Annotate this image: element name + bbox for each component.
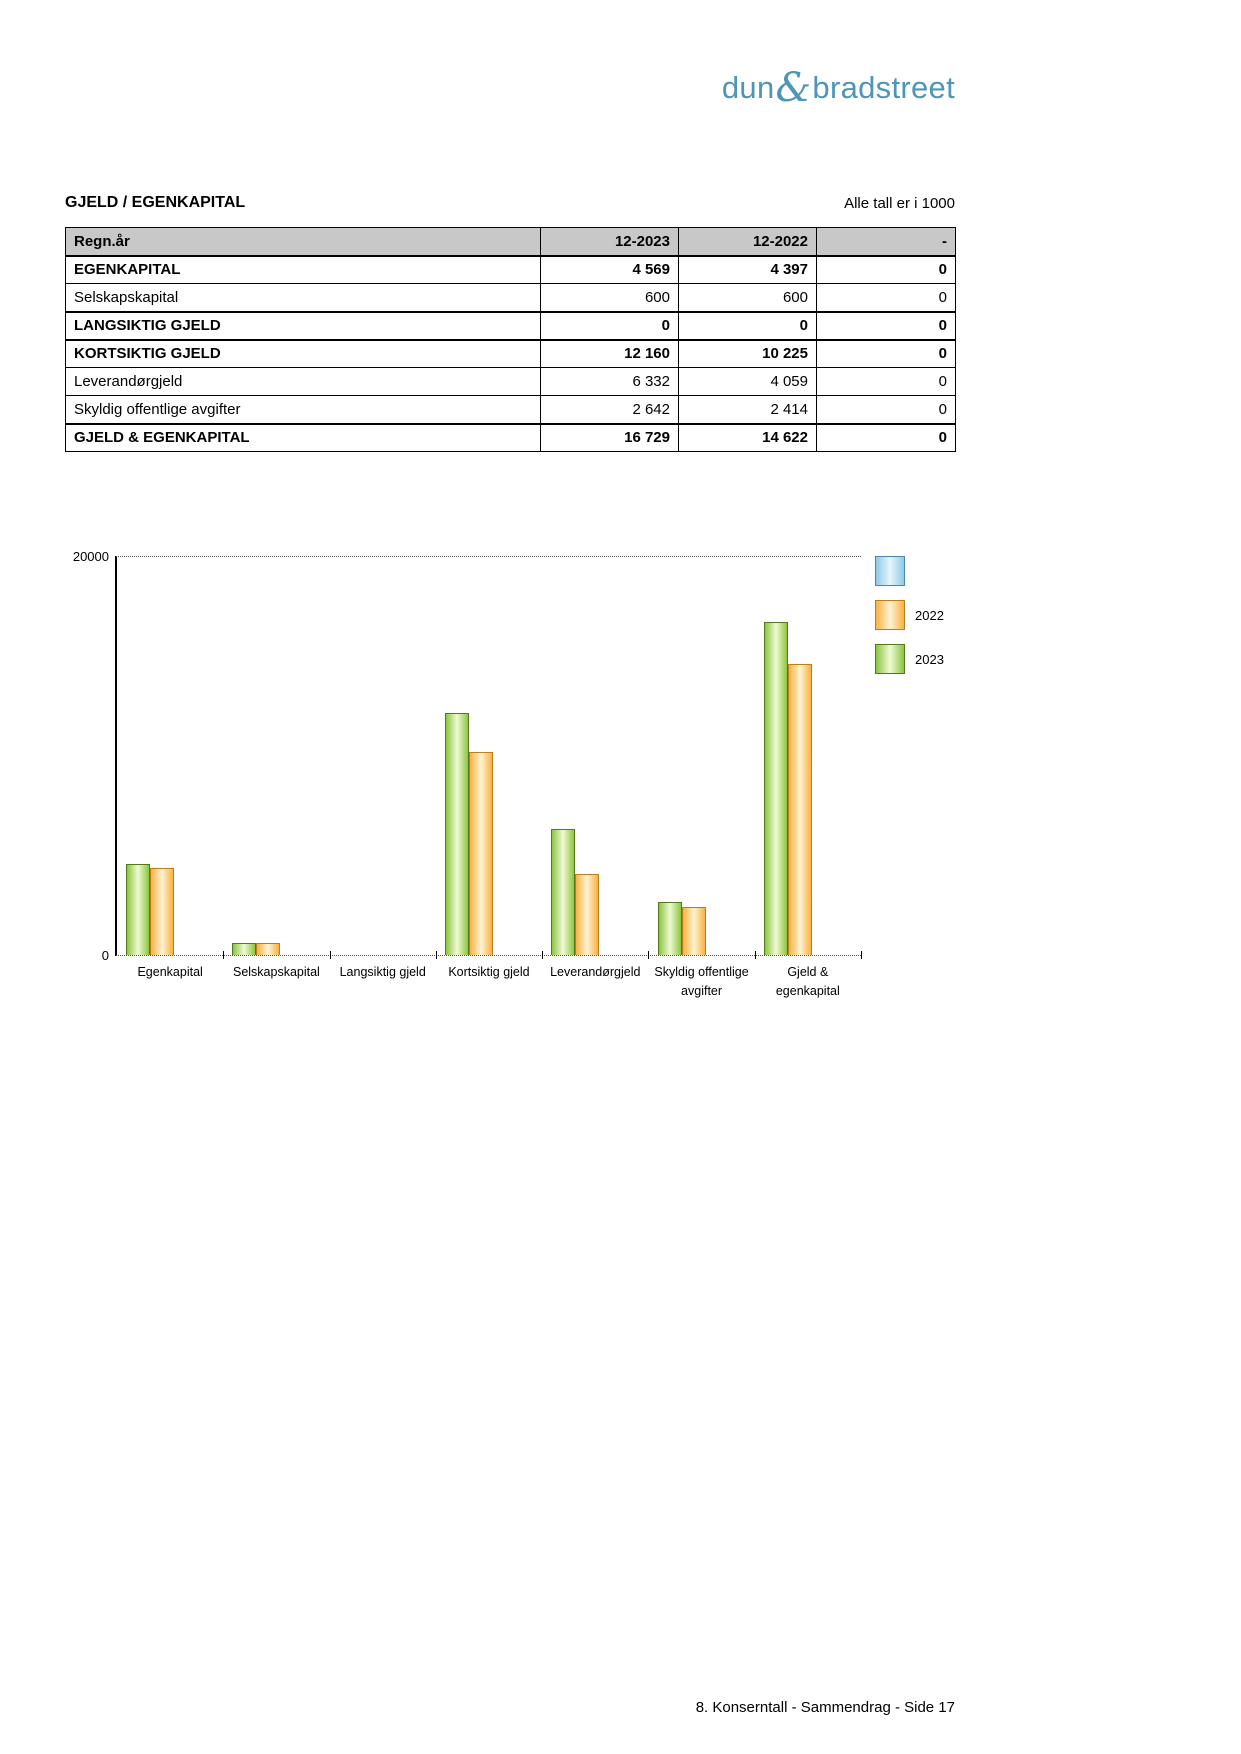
logo-text-dun: dun [721, 70, 775, 105]
row-label: Leverandørgjeld [66, 368, 541, 396]
row-label: Skyldig offentlige avgifter [66, 396, 541, 424]
bar-pair [658, 557, 706, 955]
legend-label: 2022 [915, 607, 944, 623]
row-value: 0 [817, 424, 956, 452]
row-value: 0 [817, 396, 956, 424]
table-row [66, 424, 956, 452]
table-row [66, 340, 956, 368]
balance-table-body [66, 256, 956, 452]
category-label: Skyldig offentlige avgifter [654, 965, 749, 999]
bar-group [330, 557, 436, 979]
bar-2023 [551, 829, 575, 955]
bar-2023 [764, 622, 788, 955]
bar-2022 [682, 907, 706, 955]
legend-swatch [875, 600, 905, 630]
row-value: 0 [817, 312, 956, 340]
bar-2022 [256, 943, 280, 955]
row-value: 4 569 [541, 256, 679, 284]
bar-pair [232, 557, 280, 955]
y-axis-label-zero: 0 [101, 948, 109, 963]
row-value: 2 414 [679, 396, 817, 424]
bar-2023 [126, 864, 150, 955]
row-label: EGENKAPITAL [66, 256, 541, 284]
logo-text-bradstreet: bradstreet [812, 70, 955, 105]
bar-pair [126, 557, 174, 955]
row-value: 0 [817, 284, 956, 312]
bar-chart [65, 548, 1175, 1028]
plot-area [115, 556, 861, 999]
bar-pair [445, 557, 493, 955]
page-footer: 8. Konserntall - Sammendrag - Side 17 [695, 1699, 955, 1716]
table-row [66, 256, 956, 284]
bar-2023 [658, 902, 682, 955]
row-value: 4 059 [679, 368, 817, 396]
bar-pair [551, 557, 599, 955]
row-value: 0 [817, 340, 956, 368]
chart-legend [875, 556, 944, 688]
bar-2022 [788, 664, 812, 955]
row-value: 0 [817, 368, 956, 396]
bar-2022 [469, 752, 493, 955]
bar-pair [339, 557, 387, 955]
legend-swatch [875, 556, 905, 586]
table-row [66, 368, 956, 396]
legend-swatch [875, 644, 905, 674]
row-value: 600 [679, 284, 817, 312]
category-label: Gjeld & egenkapital [775, 965, 840, 999]
header-12-2023: 12-2023 [541, 228, 679, 256]
row-value: 6 332 [541, 368, 679, 396]
header-12-2022: 12-2022 [679, 228, 817, 256]
row-label: Selskapskapital [66, 284, 541, 312]
row-value: 16 729 [541, 424, 679, 452]
category-label: Egenkapital [137, 965, 203, 979]
category-label: Kortsiktig gjeld [448, 965, 530, 979]
row-value: 0 [541, 312, 679, 340]
bar-group [117, 557, 223, 979]
category-label: Leverandørgjeld [550, 965, 641, 979]
bar-group [755, 557, 861, 999]
category-label: Langsiktig gjeld [339, 965, 426, 979]
row-label: KORTSIKTIG GJELD [66, 340, 541, 368]
row-label: GJELD & EGENKAPITAL [66, 424, 541, 452]
row-value: 0 [679, 312, 817, 340]
bar-2022 [575, 874, 599, 955]
row-value: 0 [817, 256, 956, 284]
bar-group [436, 557, 542, 979]
bar-group [648, 557, 754, 999]
header-regnaar: Regn.år [66, 228, 541, 256]
header-dash: - [817, 228, 956, 256]
ampersand-glyph: & [775, 65, 812, 111]
category-label: Selskapskapital [232, 965, 320, 979]
row-label: LANGSIKTIG GJELD [66, 312, 541, 340]
table-row [66, 312, 956, 340]
row-value: 4 397 [679, 256, 817, 284]
dun-bradstreet-logo [721, 65, 955, 111]
legend-item [875, 556, 944, 586]
bar-pair [764, 557, 812, 955]
bar-group [542, 557, 648, 979]
legend-label: 2023 [915, 651, 944, 667]
legend-item [875, 644, 944, 674]
row-value: 14 622 [679, 424, 817, 452]
bar-2023 [232, 943, 256, 955]
row-value: 600 [541, 284, 679, 312]
legend-item [875, 600, 944, 630]
row-value: 12 160 [541, 340, 679, 368]
bar-2023 [445, 713, 469, 955]
row-value: 10 225 [679, 340, 817, 368]
table-header-row [66, 228, 956, 256]
section-heading-row [65, 194, 955, 212]
bar-group [223, 557, 329, 979]
y-axis-label-max: 20000 [72, 549, 109, 564]
section-title: GJELD / EGENKAPITAL [65, 194, 246, 211]
row-value: 2 642 [541, 396, 679, 424]
units-note: Alle tall er i 1000 [844, 195, 955, 212]
table-row [66, 396, 956, 424]
balance-table [65, 227, 956, 452]
table-row [66, 284, 956, 312]
bar-2022 [150, 868, 174, 956]
